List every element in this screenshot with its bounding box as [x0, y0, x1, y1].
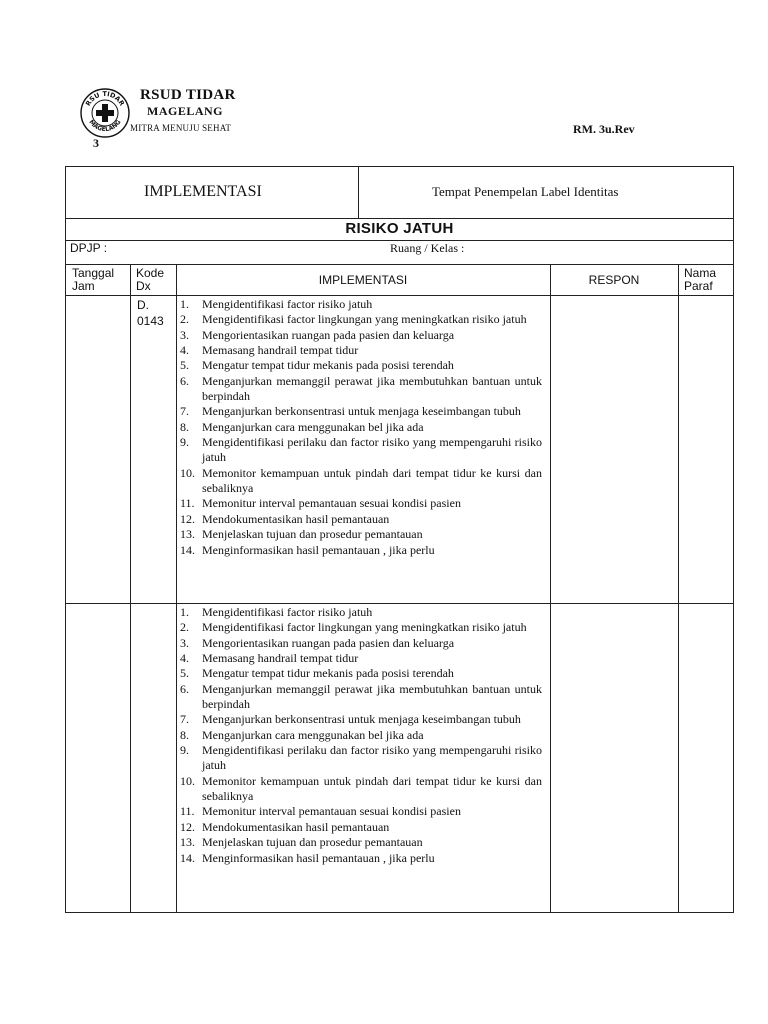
item-number: 5. — [180, 666, 189, 681]
item-number: 12. — [180, 819, 195, 834]
item-number: 3. — [180, 327, 189, 342]
implementasi-item — [180, 682, 542, 713]
item-number: 6. — [180, 681, 189, 696]
item-text: Menginformasikan hasil pemantauan , jika perlu — [202, 850, 435, 865]
item-text: Mengidentifikasi factor risiko jatuh — [202, 297, 373, 311]
item-number: 8. — [180, 727, 189, 742]
implementasi-item — [180, 712, 542, 727]
item-number: 14. — [180, 850, 195, 865]
implementasi-item — [180, 466, 542, 497]
implementasi-item — [180, 527, 542, 542]
item-text: Mengorientasikan ruangan pada pasien dan keluarga — [202, 327, 455, 342]
implementasi-item — [180, 420, 542, 435]
item-number: 4. — [180, 651, 189, 666]
implementasi-item — [180, 620, 542, 635]
page-number: 3 — [93, 136, 99, 150]
implementasi-item — [180, 358, 542, 373]
cross-icon — [96, 104, 114, 122]
item-number: 7. — [180, 712, 189, 727]
item-text: Memonitur interval pemantauan sesuai kondisi pasien — [202, 804, 461, 819]
row1-implementasi-list — [180, 297, 542, 558]
item-number: 1. — [180, 605, 189, 619]
item-text: Menginformasikan hasil pemantauan , jika perlu — [202, 542, 435, 557]
item-number: 13. — [180, 527, 195, 542]
hospital-logo — [80, 88, 130, 138]
item-text: Mengidentifikasi perilaku dan factor risiko yang mempengaruhi risiko jatuh — [202, 743, 542, 773]
item-number: 10. — [180, 465, 195, 480]
implementasi-item — [180, 774, 542, 805]
item-text: Mengatur tempat tidur mekanis pada posisi terendah — [202, 666, 454, 681]
hospital-name: RSUD TIDAR — [140, 87, 236, 103]
item-number: 9. — [180, 743, 189, 758]
implementasi-item — [180, 312, 542, 327]
item-text: Mengidentifikasi perilaku dan factor risiko yang mempengaruhi risiko jatuh — [202, 435, 542, 465]
identity-label-area: Tempat Penempelan Label Identitas — [432, 184, 619, 199]
implementasi-item — [180, 404, 542, 419]
item-text: Menganjurkan memanggil perawat jika membutuhkan bantuan untuk berpindah — [202, 373, 542, 404]
item-text: Memonitor kemampuan untuk pindah dari tempat tidur ke kursi dan sebaliknya — [202, 465, 542, 496]
item-text: Mengorientasikan ruangan pada pasien dan keluarga — [202, 635, 455, 650]
item-number: 5. — [180, 358, 189, 373]
form-code: RM. 3u.Rev — [573, 122, 635, 136]
item-number: 2. — [180, 312, 189, 327]
item-text: Mengidentifikasi factor lingkungan yang meningkatkan risiko jatuh — [202, 620, 527, 635]
section-title: RISIKO JATUH — [345, 220, 454, 237]
implementasi-item — [180, 328, 542, 343]
col-header-respon: RESPON — [588, 273, 640, 287]
item-number: 3. — [180, 635, 189, 650]
implementasi-item — [180, 512, 542, 527]
item-text: Menjelaskan tujuan dan prosedur pemantauan — [202, 835, 423, 850]
hospital-city: MAGELANG — [147, 104, 223, 118]
item-number: 6. — [180, 373, 189, 388]
implementasi-item — [180, 543, 542, 558]
logo-ring-text-bottom: MAGELANG — [87, 118, 123, 134]
implementasi-item — [180, 374, 542, 405]
item-text: Menganjurkan cara menggunakan bel jika ada — [202, 727, 424, 742]
form-table — [65, 166, 734, 913]
item-number: 13. — [180, 835, 195, 850]
implementasi-item — [180, 297, 542, 312]
item-text: Memonitur interval pemantauan sesuai kondisi pasien — [202, 496, 461, 511]
row2-implementasi-list — [180, 605, 542, 866]
item-text: Memonitor kemampuan untuk pindah dari tempat tidur ke kursi dan sebaliknya — [202, 773, 542, 804]
implementasi-item — [180, 343, 542, 358]
item-number: 2. — [180, 620, 189, 635]
implementasi-item — [180, 651, 542, 666]
item-number: 1. — [180, 297, 189, 311]
implementasi-item — [180, 743, 542, 774]
item-text: Memasang handrail tempat tidur — [202, 343, 359, 358]
implementasi-item — [180, 820, 542, 835]
item-text: Mengatur tempat tidur mekanis pada posisi terendah — [202, 358, 454, 373]
item-text: Mendokumentasikan hasil pemantauan — [202, 819, 390, 834]
item-text: Menjelaskan tujuan dan prosedur pemantauan — [202, 527, 423, 542]
implementasi-item — [180, 666, 542, 681]
item-number: 7. — [180, 404, 189, 419]
col-header-implementasi: IMPLEMENTASI — [318, 273, 408, 287]
item-text: Menganjurkan cara menggunakan bel jika ada — [202, 419, 424, 434]
col-header-tanggal-jam: Tanggal Jam — [72, 266, 115, 293]
implementasi-item — [180, 851, 542, 866]
item-number: 4. — [180, 343, 189, 358]
item-number: 14. — [180, 542, 195, 557]
dpjp-field[interactable]: DPJP : — [70, 241, 108, 255]
form-title: IMPLEMENTASI — [144, 183, 262, 200]
item-number: 12. — [180, 511, 195, 526]
hospital-motto: MITRA MENUJU SEHAT — [130, 123, 232, 133]
ruang-kelas-field[interactable]: Ruang / Kelas : — [390, 241, 465, 255]
col-header-kode-dx: Kode Dx — [136, 266, 165, 293]
implementasi-item — [180, 636, 542, 651]
item-number: 10. — [180, 773, 195, 788]
item-text: Mendokumentasikan hasil pemantauan — [202, 511, 390, 526]
implementasi-item — [180, 835, 542, 850]
implementasi-item — [180, 804, 542, 819]
item-number: 11. — [180, 496, 195, 511]
implementasi-item — [180, 728, 542, 743]
implementasi-item — [180, 435, 542, 466]
row1-kode-dx: D. 0143 — [137, 298, 164, 328]
item-text: Mengidentifikasi factor risiko jatuh — [202, 605, 373, 619]
implementasi-item — [180, 496, 542, 511]
item-text: Menganjurkan memanggil perawat jika membutuhkan bantuan untuk berpindah — [202, 681, 542, 712]
implementasi-item — [180, 605, 542, 620]
item-text: Menganjurkan berkonsentrasi untuk menjaga keseimbangan tubuh — [202, 404, 521, 419]
col-header-nama-paraf: Nama Paraf — [684, 266, 717, 293]
item-text: Mengidentifikasi factor lingkungan yang meningkatkan risiko jatuh — [202, 312, 527, 327]
item-number: 8. — [180, 419, 189, 434]
item-number: 11. — [180, 804, 195, 819]
logo-ring-text-top: RSU TIDAR — [84, 89, 126, 108]
item-text: Menganjurkan berkonsentrasi untuk menjaga keseimbangan tubuh — [202, 712, 521, 727]
item-text: Memasang handrail tempat tidur — [202, 651, 359, 666]
item-number: 9. — [180, 435, 189, 450]
